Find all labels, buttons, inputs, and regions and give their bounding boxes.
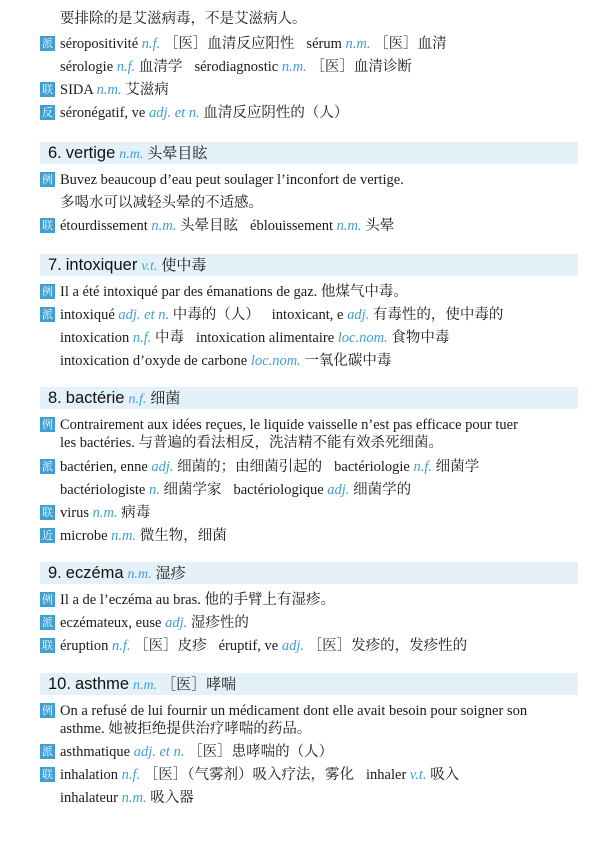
entry-definition: 中毒 xyxy=(155,330,185,346)
entry-word: inhaler xyxy=(366,767,407,783)
entry-number: 8. xyxy=(48,389,62,407)
entry-word: asthmatique xyxy=(60,744,131,760)
example-line xyxy=(40,718,579,740)
entry-word: intoxication alimentaire xyxy=(196,330,335,346)
entry-word: séropositivité xyxy=(60,36,139,52)
related-tag: 联 xyxy=(42,506,53,519)
antonym-tag: 反 xyxy=(42,106,53,119)
headword-meaning: 头晕目眩 xyxy=(147,146,208,162)
part-of-speech: adj. et n. xyxy=(148,105,200,121)
part-of-speech: n.m. xyxy=(151,218,177,234)
part-of-speech: n.f. xyxy=(121,767,141,783)
entry-definition: 细菌学家 xyxy=(163,482,222,498)
entry-definition: 微生物，细菌 xyxy=(139,528,227,544)
derivative-line xyxy=(40,33,579,55)
part-of-speech: adj. xyxy=(151,459,174,475)
entry-word: éruption xyxy=(60,638,109,654)
derivative-tag: 派 xyxy=(42,308,53,321)
part-of-speech: n.f. xyxy=(141,36,161,52)
part-of-speech: adj. et n. xyxy=(133,744,185,760)
entry-number: 9. xyxy=(48,564,62,582)
section-heading-asthme xyxy=(48,673,236,695)
entry-word: sérodiagnostic xyxy=(194,59,279,75)
related-line xyxy=(40,635,579,657)
entry-definition: 头晕目眩 xyxy=(180,218,239,234)
example-line xyxy=(40,192,579,214)
entry-definition: ［医］（气雾剂）吸入疗法，雾化 xyxy=(143,767,355,783)
entry-definition: 病毒 xyxy=(121,505,151,521)
derivative-line xyxy=(40,304,579,326)
entry-definition: 吸入 xyxy=(430,767,460,783)
entry-definition: ［医］皮疹 xyxy=(134,638,207,654)
entry-definition: ［医］发疹的，发疹性的 xyxy=(307,638,468,654)
part-of-speech: n.m. xyxy=(345,36,371,52)
entry-word: eczémateux, euse xyxy=(60,615,162,631)
derivative-line xyxy=(40,327,579,349)
entry-definition: ［医］血清诊断 xyxy=(310,59,412,75)
entry-definition: 湿疹性的 xyxy=(190,615,249,631)
part-of-speech: adj. xyxy=(327,482,350,498)
part-of-speech: v.t. xyxy=(409,767,427,783)
part-of-speech: n.m. xyxy=(336,218,362,234)
derivative-tag: 派 xyxy=(42,616,53,629)
entry-word: sérologie xyxy=(60,59,114,75)
derivative-tag: 派 xyxy=(42,460,53,473)
headword-meaning: 使中毒 xyxy=(161,258,207,274)
example-tag: 例 xyxy=(42,285,53,298)
entry-definition: 吸入器 xyxy=(150,790,194,806)
headword: bactérie xyxy=(65,389,125,407)
part-of-speech: adj. xyxy=(347,307,370,323)
entry-definition: ［医］血清反应阳性 xyxy=(163,36,295,52)
entry-number: 7. xyxy=(48,256,62,274)
synonym-tag: 近 xyxy=(42,529,53,542)
part-of-speech: n.f. xyxy=(132,330,152,346)
part-of-speech: adj. et n. xyxy=(118,307,170,323)
entry-word: éruptif, ve xyxy=(218,638,279,654)
entry-definition: 细菌学 xyxy=(435,459,480,475)
example-text: 多喝水可以减轻头晕的不适感。 xyxy=(60,195,263,211)
entry-word: intoxicant, e xyxy=(271,307,344,323)
entry-definition: ［医］血清 xyxy=(374,36,447,52)
entry-word: microbe xyxy=(60,528,108,544)
entry-word: intoxiqué xyxy=(60,307,115,323)
related-tag: 联 xyxy=(42,83,53,96)
headword: asthme xyxy=(74,675,130,693)
entry-definition: 血清学 xyxy=(138,59,183,75)
entry-word: bactérien, enne xyxy=(60,459,148,475)
part-of-speech: n.f. xyxy=(128,392,147,407)
related-line xyxy=(40,79,579,101)
derivative-tag: 派 xyxy=(42,37,53,50)
example-text: Il a été intoxiqué par des émanations de gaz. 他煤气中毒。 xyxy=(60,284,408,300)
headword: intoxiquer xyxy=(65,256,138,274)
derivative-line xyxy=(40,456,579,478)
entry-number: 10. xyxy=(48,675,71,693)
example-text: Contrairement aux idées reçues, le liquide vaisselle n’est pas efficace pour tuer xyxy=(60,417,518,433)
example-tag: 例 xyxy=(42,593,53,606)
part-of-speech: n.m. xyxy=(119,147,144,162)
entry-word: virus xyxy=(60,505,89,521)
entry-word: éblouissement xyxy=(250,218,333,234)
related-line xyxy=(40,215,579,237)
headword-meaning: 湿疹 xyxy=(155,566,186,582)
entry-word: bactériologique xyxy=(233,482,324,498)
entry-word: bactériologie xyxy=(334,459,410,475)
entry-definition: 血清反应阴性的（人） xyxy=(203,105,349,121)
entry-definition: 细菌的；由细菌引起的 xyxy=(177,459,323,475)
example-tag: 例 xyxy=(42,418,53,431)
entry-word: inhalateur xyxy=(60,790,118,806)
related-tag: 联 xyxy=(42,219,53,232)
derivative-line xyxy=(40,612,579,634)
section-heading-bacterie xyxy=(48,387,180,409)
example-text: les bactéries. 与普遍的看法相反，洗洁精不能有效杀死细菌。 xyxy=(60,435,444,451)
part-of-speech: n.f. xyxy=(413,459,433,475)
derivative-line xyxy=(40,56,579,78)
headword: eczéma xyxy=(65,564,124,582)
derivative-tag: 派 xyxy=(42,745,53,758)
example-translation xyxy=(40,8,579,30)
part-of-speech: adj. xyxy=(165,615,188,631)
example-line xyxy=(40,281,579,303)
section-heading-intoxiquer xyxy=(48,254,206,276)
entry-word: sérum xyxy=(306,36,342,52)
section-heading-eczema xyxy=(48,562,186,584)
part-of-speech: n.m. xyxy=(96,82,122,98)
part-of-speech: n.f. xyxy=(111,638,131,654)
part-of-speech: n.m. xyxy=(133,678,158,693)
entry-word: SIDA xyxy=(60,82,94,98)
related-tag: 联 xyxy=(42,639,53,652)
example-cn-text: 要排除的是艾滋病毒，不是艾滋病人。 xyxy=(60,11,307,27)
headword: vertige xyxy=(65,144,116,162)
part-of-speech: n.m. xyxy=(281,59,307,75)
part-of-speech: adj. xyxy=(281,638,304,654)
related-line xyxy=(40,502,579,524)
part-of-speech: n.m. xyxy=(111,528,137,544)
entry-definition: 艾滋病 xyxy=(125,82,169,98)
example-tag: 例 xyxy=(42,173,53,186)
derivative-line xyxy=(40,741,579,763)
part-of-speech: loc.nom. xyxy=(250,353,301,369)
part-of-speech: n.f. xyxy=(116,59,136,75)
derivative-line xyxy=(40,350,579,372)
example-text: asthme. 她被拒绝提供治疗哮喘的药品。 xyxy=(60,721,312,737)
entry-definition: ［医］患哮喘的（人） xyxy=(188,744,334,760)
synonym-line xyxy=(40,525,579,547)
part-of-speech: n.m. xyxy=(92,505,118,521)
headword-meaning: ［医］哮喘 xyxy=(161,677,237,693)
entry-definition: 细菌学的 xyxy=(353,482,412,498)
example-text: Il a de l’eczéma au bras. 他的手臂上有湿疹。 xyxy=(60,592,336,608)
example-line xyxy=(40,169,579,191)
related-line xyxy=(40,787,579,809)
example-line xyxy=(40,432,579,454)
part-of-speech: n.m. xyxy=(127,567,152,582)
headword-meaning: 细菌 xyxy=(150,391,181,407)
part-of-speech: n.m. xyxy=(121,790,147,806)
entry-definition: 中毒的（人） xyxy=(172,307,260,323)
example-line xyxy=(40,589,579,611)
related-tag: 联 xyxy=(42,768,53,781)
entry-word: inhalation xyxy=(60,767,118,783)
section-heading-vertige xyxy=(48,142,207,164)
example-text: On a refusé de lui fournir un médicament dont elle avait besoin pour soigner son xyxy=(60,703,528,719)
entry-word: bactériologiste xyxy=(60,482,146,498)
related-line xyxy=(40,764,579,786)
entry-definition: 一氧化碳中毒 xyxy=(304,353,392,369)
antonym-line xyxy=(40,102,579,124)
entry-definition: 头晕 xyxy=(365,218,395,234)
example-tag: 例 xyxy=(42,704,53,717)
entry-number: 6. xyxy=(48,144,62,162)
entry-word: intoxication xyxy=(60,330,130,346)
example-text: Buvez beaucoup d’eau peut soulager l’inconfort de vertige. xyxy=(60,172,404,188)
entry-definition: 有毒性的，使中毒的 xyxy=(372,307,504,323)
derivative-line xyxy=(40,479,579,501)
part-of-speech: n. xyxy=(148,482,160,498)
part-of-speech: v.t. xyxy=(141,259,158,274)
entry-definition: 食物中毒 xyxy=(391,330,450,346)
entry-word: séronégatif, ve xyxy=(60,105,146,121)
entry-word: intoxication d’oxyde de carbone xyxy=(60,353,248,369)
entry-word: étourdissement xyxy=(60,218,148,234)
part-of-speech: loc.nom. xyxy=(337,330,388,346)
